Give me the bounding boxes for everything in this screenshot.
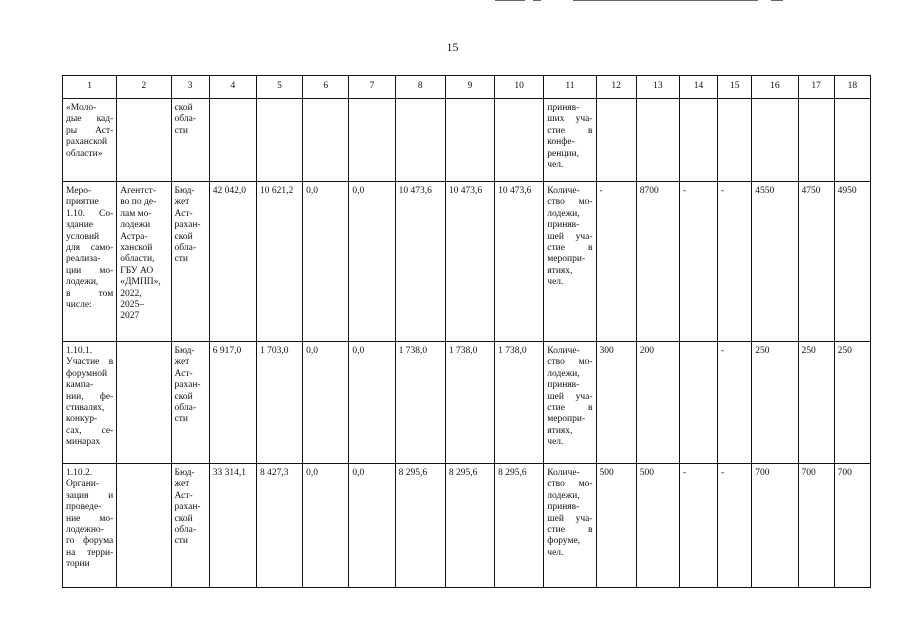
value-cell: 0,0 [349,342,395,464]
column-number: 4 [209,76,256,99]
value-cell: 8 295,6 [445,464,494,588]
measure-name-cell: «Моло- дые кад- ры Аст- раханской области» [63,99,117,182]
indicator-value-cell: - [679,182,717,342]
top-edge-marks [495,0,795,2]
indicator-value-cell: 500 [636,464,679,588]
value-cell [209,99,256,182]
funding-source-cell: ской обла- сти [171,99,209,182]
value-cell: 1 738,0 [445,342,494,464]
value-cell: 1 738,0 [495,342,544,464]
value-cell: 6 917,0 [209,342,256,464]
indicator-value-cell [834,99,870,182]
indicator-value-cell [798,99,834,182]
column-number: 12 [596,76,636,99]
indicator-value-cell: - [596,182,636,342]
table-row [63,99,871,182]
measure-name-cell: Меро- приятие 1.10. Со- здание условий для само- реализа- ции мо- лодежи, в том числе: [63,182,117,342]
column-number: 15 [718,76,752,99]
measure-name-cell: 1.10.2. Органи- зация и проведе- ние мо- лодежно- го форума на терри- тории [63,464,117,588]
indicator-cell: Количе- ство мо- лодежи, приняв- шей уча- стие в меропри- ятиях, чел. [544,342,596,464]
value-cell [445,99,494,182]
indicator-cell: Количе- ство мо- лодежи, приняв- шей уча- стие в меропри- ятиях, чел. [544,182,596,342]
executor-cell [117,342,171,464]
value-cell: 0,0 [349,182,395,342]
funding-source-cell: Бюд- жет Аст- рахан- ской обла- сти [171,342,209,464]
column-number: 9 [445,76,494,99]
value-cell: 10 621,2 [256,182,302,342]
executor-cell [117,464,171,588]
indicator-value-cell [636,99,679,182]
column-number: 11 [544,76,596,99]
budget-table [62,75,871,588]
column-number: 7 [349,76,395,99]
column-number: 3 [171,76,209,99]
indicator-cell: приняв- ших уча- стие в конфе- ренции, чел. [544,99,596,182]
table-row [63,342,871,464]
executor-cell [117,99,171,182]
indicator-value-cell: 4750 [798,182,834,342]
indicator-value-cell: 700 [834,464,870,588]
value-cell: 0,0 [303,342,349,464]
value-cell: 1 738,0 [395,342,445,464]
indicator-value-cell [718,99,752,182]
indicator-value-cell [596,99,636,182]
value-cell: 10 473,6 [445,182,494,342]
value-cell [395,99,445,182]
column-number: 16 [752,76,798,99]
table-header-row [63,76,871,99]
column-number: 8 [395,76,445,99]
column-number: 18 [834,76,870,99]
measure-name-cell: 1.10.1. Участие в форумной кампа- нии, фе- стивалях, конкур- сах, се- минарах [63,342,117,464]
column-number: 6 [303,76,349,99]
indicator-value-cell: 4550 [752,182,798,342]
indicator-value-cell: 300 [596,342,636,464]
indicator-value-cell [679,99,717,182]
column-number: 14 [679,76,717,99]
column-number: 2 [117,76,171,99]
page-number: 15 [446,40,459,54]
indicator-value-cell: 4950 [834,182,870,342]
indicator-value-cell: 250 [752,342,798,464]
table-row [63,182,871,342]
indicator-value-cell: - [718,464,752,588]
column-number: 17 [798,76,834,99]
value-cell: 1 703,0 [256,342,302,464]
column-number: 10 [495,76,544,99]
indicator-value-cell: 700 [798,464,834,588]
indicator-value-cell: 8700 [636,182,679,342]
value-cell: 8 295,6 [495,464,544,588]
value-cell: 8 427,3 [256,464,302,588]
executor-cell: Агентст- во по де- лам мо- лодежи Астра- ханской области, ГБУ АО «ДМПП», 2022, 2025– 2027 [117,182,171,342]
funding-source-cell: Бюд- жет Аст- рахан- ской обла- сти [171,464,209,588]
indicator-value-cell: 250 [798,342,834,464]
value-cell: 33 314,1 [209,464,256,588]
indicator-value-cell: - [718,182,752,342]
indicator-value-cell: - [718,342,752,464]
indicator-value-cell [679,342,717,464]
value-cell [303,99,349,182]
indicator-value-cell: 250 [834,342,870,464]
value-cell [349,99,395,182]
indicator-value-cell: 200 [636,342,679,464]
column-number: 13 [636,76,679,99]
value-cell: 0,0 [303,464,349,588]
value-cell [256,99,302,182]
indicator-value-cell: 700 [752,464,798,588]
value-cell: 0,0 [349,464,395,588]
column-number: 1 [63,76,117,99]
value-cell: 42 042,0 [209,182,256,342]
value-cell: 0,0 [303,182,349,342]
table-row [63,464,871,588]
column-number: 5 [256,76,302,99]
value-cell: 10 473,6 [495,182,544,342]
indicator-value-cell: - [679,464,717,588]
indicator-value-cell: 500 [596,464,636,588]
indicator-value-cell [752,99,798,182]
value-cell: 8 295,6 [395,464,445,588]
value-cell: 10 473,6 [395,182,445,342]
funding-source-cell: Бюд- жет Аст- рахан- ской обла- сти [171,182,209,342]
value-cell [495,99,544,182]
indicator-cell: Количе- ство мо- лодежи, приняв- шей уча- стие в форуме, чел. [544,464,596,588]
